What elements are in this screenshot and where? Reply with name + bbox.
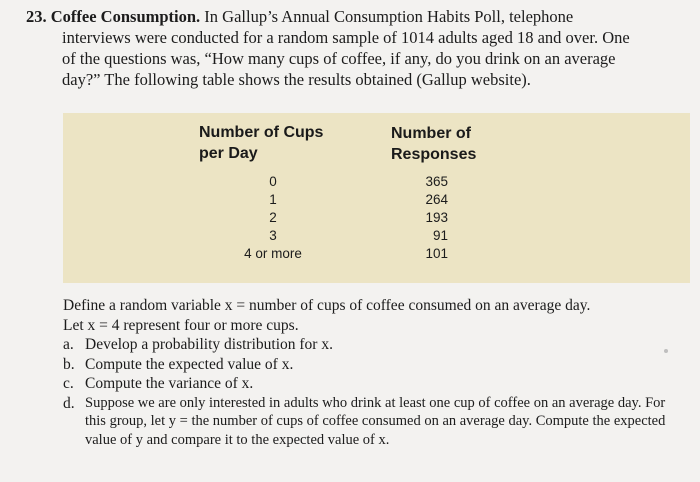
- table-cell-responses: 91: [432, 228, 448, 243]
- table-cell-cups: 2: [269, 210, 277, 225]
- problem-intro-3: of the questions was, “How many cups of coffee, if any, do you drink on an average: [62, 49, 616, 68]
- cups-column: [213, 173, 333, 263]
- column-header-cups-line2: per Day: [199, 145, 258, 162]
- table-cell-responses: 365: [425, 174, 448, 189]
- question-item-d: [63, 394, 683, 450]
- table-cell-responses: 193: [425, 210, 448, 225]
- question-text: Develop a probability distribution for x.: [85, 336, 333, 353]
- problem-intro-1: In Gallup’s Annual Consumption Habits Poll, telephone: [200, 7, 574, 26]
- table-cell-cups: 0: [269, 174, 277, 189]
- responses-column: [393, 173, 448, 263]
- data-table: [63, 113, 690, 283]
- column-header-cups-line1: Number of Cups: [199, 124, 324, 141]
- table-cell-cups: 3: [269, 228, 277, 243]
- definition-line-1: Define a random variable x = number of cups of coffee consumed on an average day.: [63, 297, 591, 314]
- question-label: a.: [63, 336, 74, 353]
- table-cell-responses: 264: [425, 192, 448, 207]
- question-label: d.: [63, 394, 75, 412]
- column-header-responses-line1: Number of: [391, 125, 471, 142]
- problem-intro-4: day?” The following table shows the results obtained (Gallup website).: [62, 70, 531, 89]
- table-cell-responses: 101: [425, 246, 448, 261]
- column-header-responses-line2: Responses: [391, 146, 477, 163]
- page-speck: [664, 349, 668, 353]
- table-cell-cups: 4 or more: [244, 246, 302, 261]
- problem-heading: Coffee Consumption.: [50, 7, 201, 26]
- question-text: Suppose we are only interested in adults who drink at least one cup of coffee on an average day. For this group, let y = the number of cups of coffee consumed on an average day. Compute the expected value of y and compare it to the expected value of x.: [85, 394, 666, 448]
- question-text: Compute the expected value of x.: [85, 355, 294, 373]
- column-header-cups: [199, 122, 323, 164]
- question-text: Compute the variance of x.: [85, 375, 254, 392]
- problem-statement: [26, 6, 676, 90]
- question-label: b.: [63, 355, 75, 373]
- problem-line-1: [26, 6, 676, 27]
- question-item-b: [63, 355, 683, 375]
- question-item-a: [63, 335, 683, 355]
- table-cell-cups: 1: [269, 192, 277, 207]
- question-label: c.: [63, 375, 74, 392]
- problem-number: 23.: [26, 7, 47, 26]
- question-item-c: [63, 374, 683, 394]
- column-header-responses: [391, 123, 476, 165]
- definition-line-2: Let x = 4 represent four or more cups.: [63, 316, 299, 334]
- questions-section: [63, 296, 683, 449]
- problem-intro-2: interviews were conducted for a random sample of 1014 adults aged 18 and over. One: [62, 28, 630, 47]
